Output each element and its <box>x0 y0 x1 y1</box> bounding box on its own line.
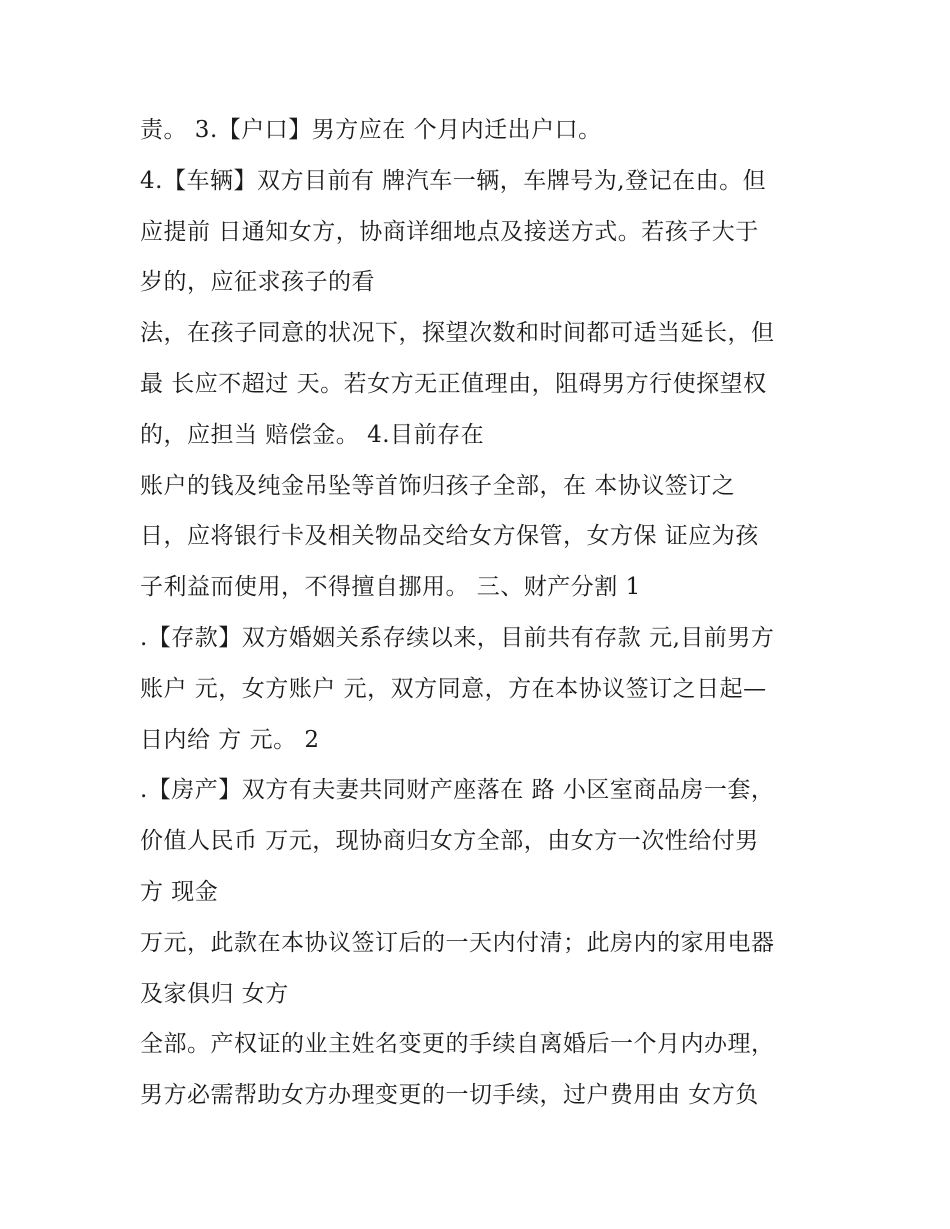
text-line: 4.【车辆】双方目前有 牌汽车一辆，车牌号为,登记在由。但 <box>140 167 767 194</box>
text-line: 及家俱归 女方 <box>140 980 289 1007</box>
text-line: 子利益而使用，不得擅自挪用。 三、财产分割 1 <box>140 574 641 601</box>
text-line: .【存款】双方婚姻关系存续以来，目前共有存款 元,目前男方 <box>140 624 775 651</box>
text-line: 法，在孩子同意的状况下，探望次数和时间都可适当延长，但 <box>140 320 775 347</box>
text-line: 全部。产权证的业主姓名变更的手续自离婚后一个月内办理， <box>140 1031 775 1058</box>
text-line: 账户 元，女方账户 元，双方同意，方在本协议签订之日起— <box>140 675 767 702</box>
text-line: 责。 3.【户口】男方应在 个月内迁出户口。 <box>140 117 602 143</box>
text-line: 账户的钱及纯金吊坠等首饰归孩子全部，在 本协议签订之 <box>140 472 736 499</box>
text-line: 价值人民币 万元，现协商归女方全部，由女方一次性给付男 <box>140 828 759 855</box>
text-line: 的，应担当 赔偿金。 4.目前存在 <box>140 421 485 448</box>
text-line: 应提前 日通知女方，协商详细地点及接送方式。若孩子大于 <box>140 218 759 245</box>
text-line: 万元，此款在本协议签订后的一天内付清；此房内的家用电器 <box>140 929 775 956</box>
text-line: 最 长应不超过 天。若女方无正值理由，阻碍男方行使探望权 <box>140 370 767 397</box>
text-line: 日，应将银行卡及相关物品交给女方保管，女方保 证应为孩 <box>140 523 759 550</box>
document-body <box>140 110 840 1126</box>
text-line: .【房产】双方有夫妻共同财产座落在 路 小区室商品房一套， <box>140 777 775 804</box>
text-line: 日内给 方 元。 2 <box>140 726 320 753</box>
text-line: 岁的，应征求孩子的看 <box>140 269 375 296</box>
text-line: 方 现金 <box>140 878 219 905</box>
text-line: 男方必需帮助女方办理变更的一切手续，过户费用由 女方负 <box>140 1082 759 1109</box>
